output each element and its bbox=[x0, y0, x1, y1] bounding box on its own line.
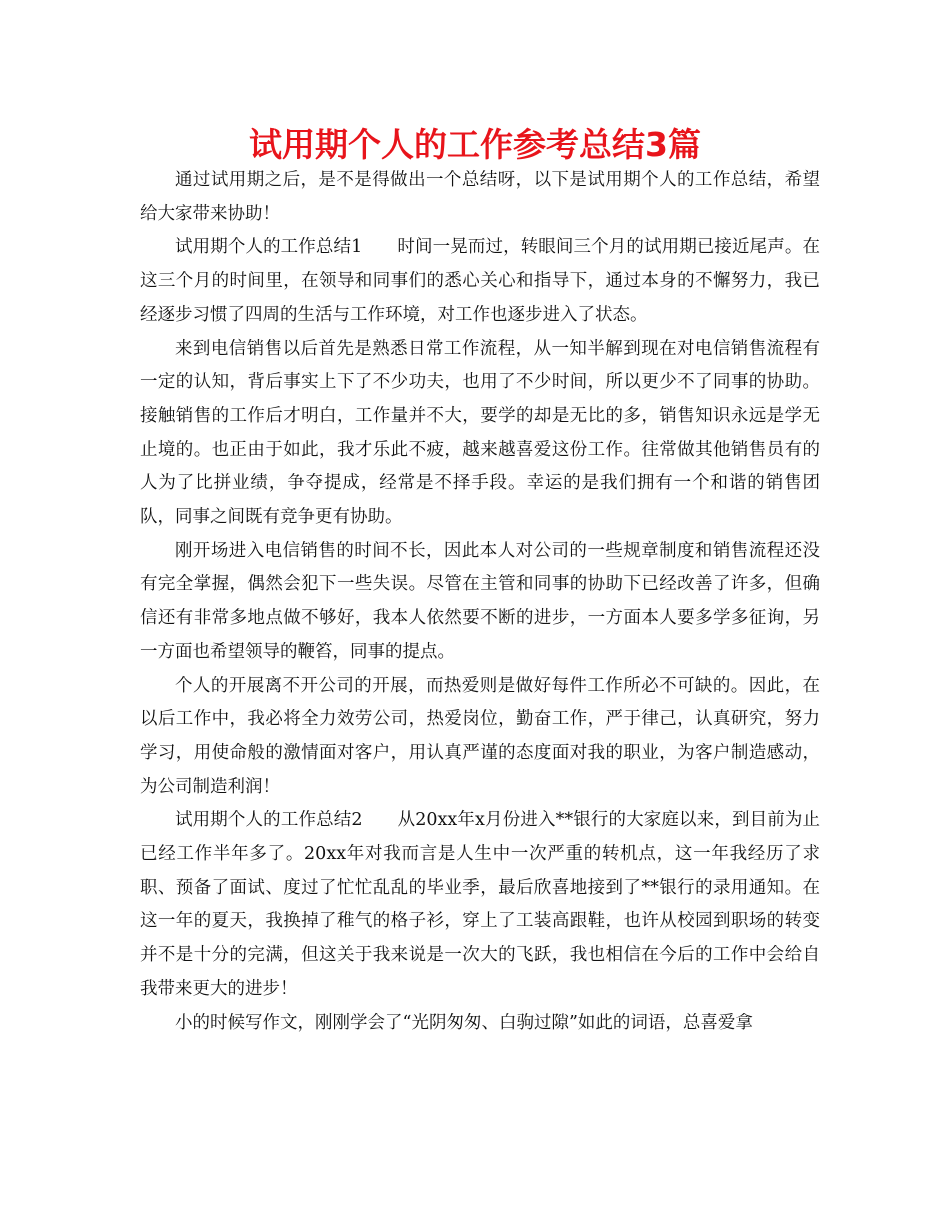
section-2-paragraph bbox=[140, 804, 820, 1006]
body-paragraph: 来到电信销售以后首先是熟悉日常工作流程，从一知半解到现在对电信销售流程有一定的认知，背后事实上下了不少功夫，也用了不少时间，所以更少不了同事的协助。接触销售的工作后才明白，工作量并不大，要学的却是无比的多，销售知识永远是学无止境的。也正由于如此，我才乐此不疲，越来越喜爱这份工作。往常做其他销售员有的人为了比拼业绩，争夺提成，经常是不择手段。幸运的是我们拥有一个和谐的销售团队，同事之间既有竞争更有协助。 bbox=[140, 338, 820, 528]
body-paragraph: 个人的开展离不开公司的开展，而热爱则是做好每件工作所必不可缺的。因此，在以后工作中，我必将全力效劳公司，热爱岗位，勤奋工作，严于律己，认真研究，努力学习，用使命般的激情面对客户，用认真严谨的态度面对我的职业，为客户制造感动，为公司制造利润！ bbox=[140, 675, 820, 797]
document-title: 试用期个人的工作参考总结3篇 bbox=[249, 125, 701, 164]
section-heading-2: 试用期个人的工作总结2 bbox=[175, 810, 363, 831]
intro-paragraph: 通过试用期之后，是不是得做出一个总结呀，以下是试用期个人的工作总结，希望给大家带来协助！ bbox=[140, 170, 820, 224]
section-1-text: 时间一晃而过，转眼间三个月的试用期已接近尾声。在这三个月的时间里，在领导和同事们的悉心关心和指导下，通过本身的不懈努力，我已经逐步习惯了四周的生活与工作环境，对工作也逐步进入了状态。 bbox=[140, 237, 821, 325]
section-heading-1: 试用期个人的工作总结1 bbox=[175, 237, 363, 258]
section-2-text: 从20xx年x月份进入**银行的大家庭以来，到目前为止已经工作半年多了。20xx年对我而言是人生中一次严重的转机点，这一年我经历了求职、预备了面试、度过了忙忙乱乱的毕业季，最后欣喜地接到了**银行的录用通知。在这一年的夏天，我换掉了稚气的格子衫，穿上了工装高跟鞋，也许从校园到职场的转变并不是十分的完满，但这关于我来说是一次大的飞跃，我也相信在今后的工作中会给自我带来更大的进步！ bbox=[140, 810, 821, 999]
document-body bbox=[140, 164, 820, 1040]
body-paragraph: 小的时候写作文，刚刚学会了“光阴匆匆、白驹过隙”如此的词语，总喜爱拿 bbox=[175, 1012, 753, 1033]
body-paragraph: 刚开场进入电信销售的时间不长，因此本人对公司的一些规章制度和销售流程还没有完全掌握，偶然会犯下一些失误。尽管在主管和同事的协助下已经改善了许多，但确信还有非常多地点做不够好，我本人依然要不断的进步，一方面本人要多学多征询，另一方面也希望领导的鞭笞，同事的提点。 bbox=[140, 540, 820, 662]
section-1-paragraph bbox=[140, 231, 820, 332]
